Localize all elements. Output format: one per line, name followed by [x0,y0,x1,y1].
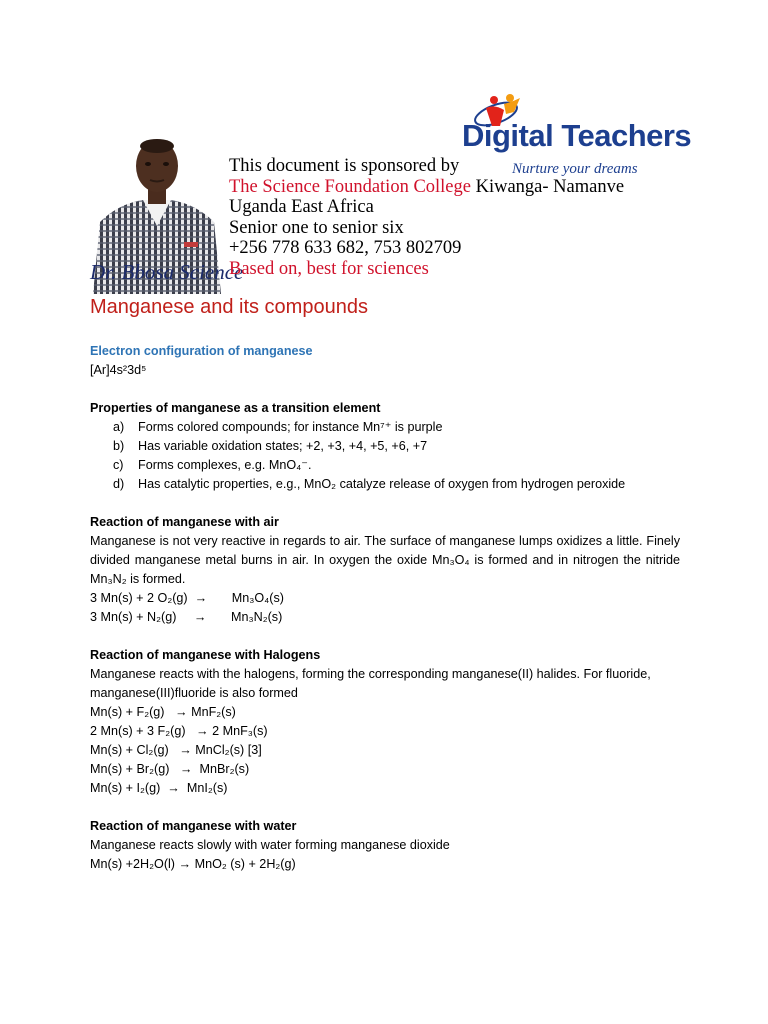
signature-text: Dr. Bbosa Science [90,260,244,284]
equation: Mn(s) +2H₂O(l) → MnO₂ (s) + 2H₂(g) [90,857,296,871]
sponsor-line: Senior one to senior six [229,217,404,238]
sponsor-info [229,156,624,279]
list-item: d) Has catalytic properties, e.g., MnO₂ catalyze release of oxygen from hydrogen peroxide [113,477,626,491]
logo-text: Digital Teachers [462,118,692,153]
list-item: b) Has variable oxidation states; +2, +3, +4, +5, +6, +7 [113,439,428,453]
sponsor-line: +256 778 633 682, 753 802709 [229,238,462,258]
equation: Mn(s) + F₂(g) → MnF₂(s) [90,705,236,719]
paragraph: Manganese reacts slowly with water forming manganese dioxide [90,838,450,852]
sponsor-line: Based on, best for sciences [229,258,429,279]
page-title: Manganese and its compounds [90,296,368,318]
sponsor-line: This document is sponsored by [229,156,460,176]
list-item: c) Forms complexes, e.g. MnO₄⁻. [113,458,312,472]
section-heading: Reaction of manganese with Halogens [90,648,321,662]
properties-list [90,418,680,494]
logo-tagline: Nurture your dreams [512,161,638,177]
sponsor-line: The Science Foundation College Kiwanga- Namanve [229,176,625,197]
section-heading: Properties of manganese as a transition element [90,401,381,415]
sponsor-line: Uganda East Africa [229,197,374,217]
equation: Mn(s) + Br₂(g) → MnBr₂(s) [90,762,250,776]
paragraph: Manganese reacts with the halogens, forming the corresponding manganese(II) halides. For fluoride, manganese(III)fluoride is also formed [90,667,651,700]
equation: 3 Mn(s) + 2 O₂(g) → Mn₃O₄(s) [90,591,284,605]
section-heading: Electron configuration of manganese [90,344,313,358]
equation: 3 Mn(s) + N₂(g) → Mn₃N₂(s) [90,610,283,624]
equation: Mn(s) + Cl₂(g) → MnCl₂(s) [3] [90,743,262,757]
electron-configuration: [Ar]4s²3d⁵ [90,363,147,377]
paragraph: Manganese is not very reactive in regards to air. The surface of manganese lumps oxidizes a little. Finely divided manganese metal burns in air. In oxygen the oxide Mn₃O₄ is formed and in nitrogen the nitride Mn₃N₂ is formed. [90,534,680,586]
equation: Mn(s) + I₂(g) → MnI₂(s) [90,781,228,795]
section-heading: Reaction of manganese with air [90,515,279,529]
list-item: a) Forms colored compounds; for instance Mn⁷⁺ is purple [113,420,443,434]
sponsor-banner [88,92,692,292]
equation: 2 Mn(s) + 3 F₂(g) → 2 MnF₃(s) [90,724,268,738]
document-body [90,342,680,874]
section-heading: Reaction of manganese with water [90,819,297,833]
